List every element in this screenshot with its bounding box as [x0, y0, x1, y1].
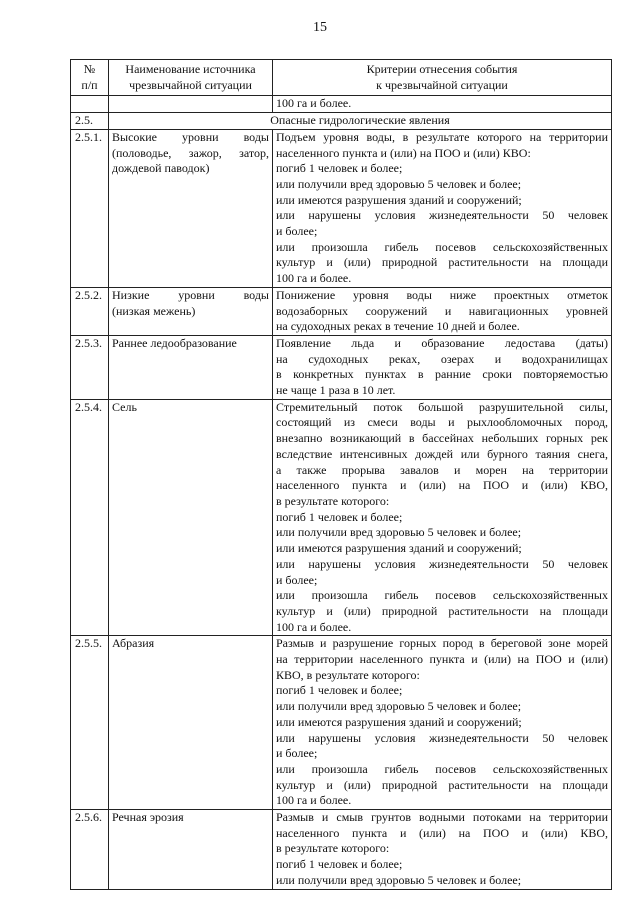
source-name-line: дождевой паводок)	[112, 161, 210, 176]
criteria-text	[273, 129, 612, 287]
source-name-line: (низкая межень)	[112, 303, 196, 318]
header-criteria: Критерии отнесения события к чрезвычайной ситуации	[273, 60, 612, 96]
criteria-line: на судоходных реках, озерах и водохранилищах	[276, 351, 608, 366]
criteria-line: внезапно возникающий в бассейнах небольших горных рек	[276, 431, 608, 446]
criteria-text	[273, 636, 612, 810]
criteria-line: состоящий из смеси воды и рыхлообломочных пород,	[276, 415, 608, 430]
criteria-line: в результате которого:	[276, 841, 390, 856]
table-row	[71, 399, 612, 636]
table-row	[71, 335, 612, 399]
header-source: Наименование источника чрезвычайной ситуации	[109, 60, 273, 96]
source-name	[109, 129, 273, 287]
continuation-row	[71, 96, 612, 113]
row-number: 2.5.1.	[71, 129, 109, 287]
criteria-line: или произошла гибель посевов сельскохозяйственных	[276, 761, 608, 776]
criteria-text	[273, 335, 612, 399]
section-row	[71, 113, 612, 130]
source-name	[109, 287, 273, 335]
criteria-line: погиб 1 человек и более;	[276, 509, 403, 524]
criteria-line: Появление льда и образование ледостава (даты)	[276, 335, 608, 350]
criteria-line: погиб 1 человек и более;	[276, 161, 403, 176]
criteria-line: Понижение уровня воды ниже проектных отметок	[276, 287, 608, 302]
continuation-text: 100 га и более.	[273, 96, 612, 113]
criteria-text	[273, 399, 612, 636]
criteria-line: или имеются разрушения зданий и сооружений;	[276, 541, 522, 556]
criteria-line: или произошла гибель посевов сельскохозяйственных	[276, 239, 608, 254]
criteria-line: 100 га и более.	[276, 271, 352, 286]
table-row	[71, 287, 612, 335]
row-number: 2.5.4.	[71, 399, 109, 636]
criteria-line: и более;	[276, 224, 318, 239]
source-name-line: Сель	[112, 399, 137, 414]
table-row	[71, 810, 612, 890]
criteria-line: не чаще 1 раза в 10 лет.	[276, 383, 396, 398]
source-name-line: Низкие уровни воды	[112, 287, 269, 302]
row-number: 2.5.5.	[71, 636, 109, 810]
source-name-line: Высокие уровни воды	[112, 129, 269, 144]
criteria-line: на судоходных реках в течение 10 дней и более.	[276, 319, 520, 334]
criteria-text	[273, 287, 612, 335]
criteria-line: или нарушены условия жизнедеятельности 50 человек	[276, 556, 608, 571]
criteria-line: Размыв и смыв грунтов водными потоками на территории	[276, 810, 608, 825]
criteria-line: 100 га и более.	[276, 793, 352, 808]
source-name	[109, 636, 273, 810]
criteria-line: Стремительный поток большой разрушительной силы,	[276, 399, 608, 414]
criteria-line: или нарушены условия жизнедеятельности 50 человек	[276, 208, 608, 223]
criteria-line: 100 га и более.	[276, 619, 352, 634]
criteria-line: погиб 1 человек и более;	[276, 683, 403, 698]
criteria-line: или получили вред здоровью 5 человек и более;	[276, 699, 522, 714]
criteria-text	[273, 810, 612, 890]
table-row	[71, 636, 612, 810]
page-number: 15	[313, 20, 327, 35]
row-number: 2.5.6.	[71, 810, 109, 890]
criteria-line: Подъем уровня воды, в результате которого на территории	[276, 129, 608, 144]
source-name-line: Абразия	[112, 636, 155, 651]
section-number: 2.5.	[71, 113, 109, 130]
row-number: 2.5.2.	[71, 287, 109, 335]
criteria-line: или имеются разрушения зданий и сооружений;	[276, 192, 522, 207]
criteria-line: в конкретных пунктах в ранние сроки повторяемостью	[276, 367, 608, 382]
section-title: Опасные гидрологические явления	[109, 113, 612, 130]
criteria-line: или получили вред здоровью 5 человек и более;	[276, 176, 522, 191]
hazard-criteria-table	[70, 59, 612, 890]
criteria-line: и более;	[276, 746, 318, 761]
criteria-line: КВО, в результате которого:	[276, 667, 420, 682]
row-number: 2.5.3.	[71, 335, 109, 399]
criteria-line: вследствие интенсивных дождей или бурного таяния снега,	[276, 446, 608, 461]
criteria-line: культур и (или) природной растительности на площади	[276, 603, 608, 618]
criteria-line: или получили вред здоровью 5 человек и более;	[276, 872, 522, 887]
criteria-line: на территории населенного пункта и (или) на ПОО и (или)	[276, 652, 608, 667]
source-name	[109, 399, 273, 636]
source-name-line: Речная эрозия	[112, 810, 184, 825]
criteria-line: и более;	[276, 572, 318, 587]
criteria-line: или произошла гибель посевов сельскохозяйственных	[276, 588, 608, 603]
criteria-line: в результате которого:	[276, 493, 390, 508]
criteria-line: населенного пункта и (или) на ПОО и (или) КВО,	[276, 825, 608, 840]
source-name	[109, 335, 273, 399]
table-header-row	[71, 60, 612, 96]
criteria-line: культур и (или) природной растительности на площади	[276, 777, 608, 792]
source-name-line: (половодье, зажор, затор,	[112, 145, 269, 160]
source-name	[109, 810, 273, 890]
criteria-line: или нарушены условия жизнедеятельности 50 человек	[276, 730, 608, 745]
criteria-line: населенного пункта и (или) на ПОО и (или) КВО:	[276, 145, 531, 160]
criteria-line: или имеются разрушения зданий и сооружений;	[276, 714, 522, 729]
criteria-line: населенного пункта и (или) на ПОО и (или) КВО,	[276, 478, 608, 493]
source-name-line: Раннее ледообразование	[112, 335, 237, 350]
header-num: № п/п	[71, 60, 109, 96]
criteria-line: погиб 1 человек и более;	[276, 857, 403, 872]
criteria-line: водозаборных сооружений и навигационных уровней	[276, 303, 608, 318]
table-row	[71, 129, 612, 287]
criteria-line: Размыв и разрушение горных пород в береговой зоне морей	[276, 636, 608, 651]
criteria-line: культур и (или) природной растительности на площади	[276, 255, 608, 270]
criteria-line: а также прорыва завалов и морен на территории	[276, 462, 608, 477]
criteria-line: или получили вред здоровью 5 человек и более;	[276, 525, 522, 540]
